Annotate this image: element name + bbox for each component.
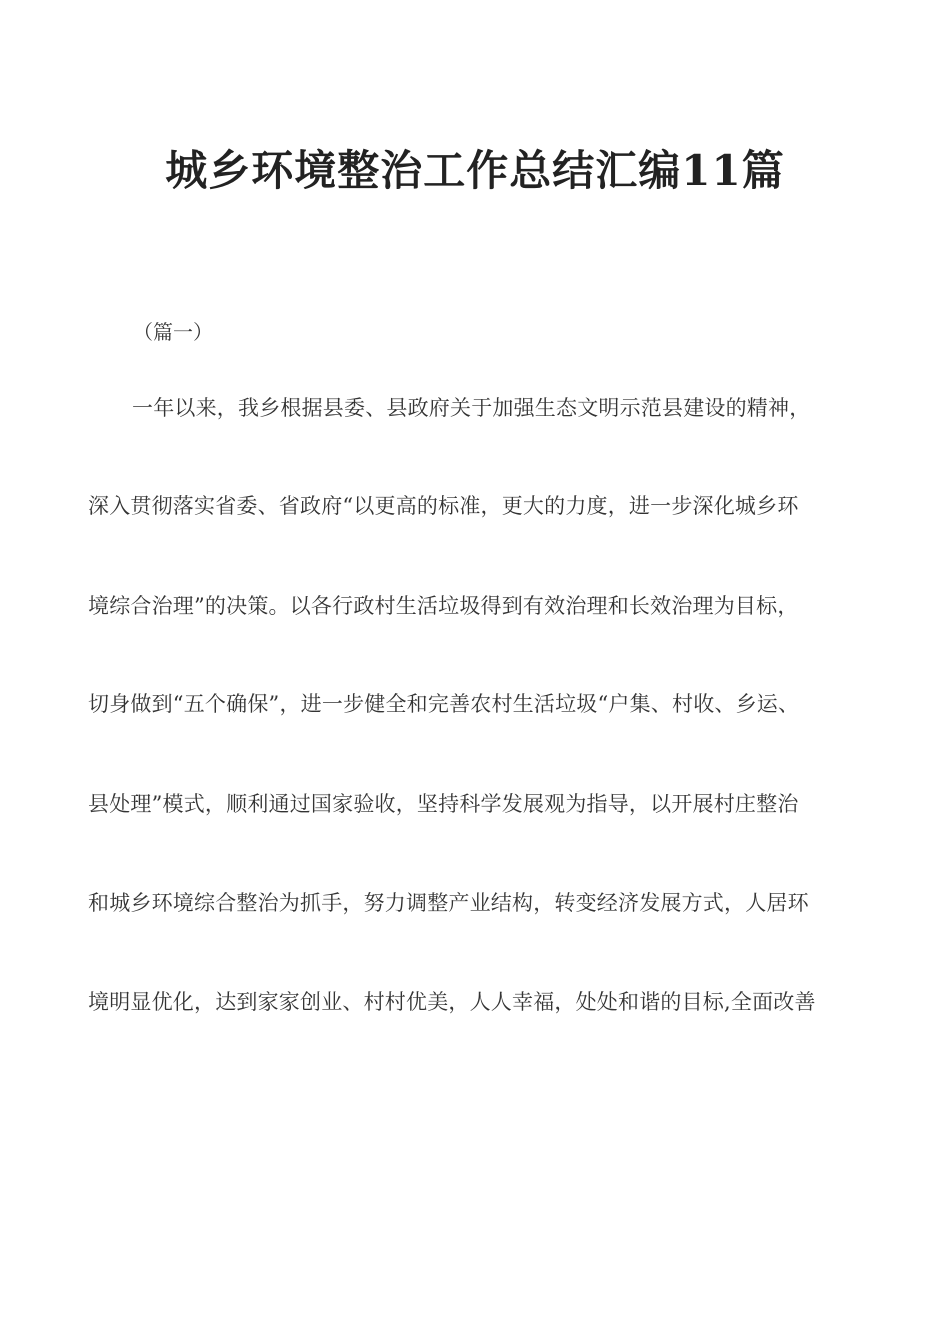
paragraph-line-4: 切身做到“五个确保”，进一步健全和完善农村生活垃圾“户集、村收、乡运、 — [88, 692, 800, 716]
paragraph-line-6: 和城乡环境综合整治为抓手，努力调整产业结构，转变经济发展方式，人居环 — [88, 891, 809, 915]
document-title: 城乡环境整治工作总结汇编11篇 — [165, 146, 785, 195]
paragraph-line-7: 境明显优化，达到家家创业、村村优美，人人幸福，处处和谐的目标,全面改善 — [88, 990, 816, 1014]
paragraph-line-2: 深入贯彻落实省委、省政府“以更高的标准，更大的力度，进一步深化城乡环 — [88, 494, 799, 518]
paragraph-line-5: 县处理”模式，顺利通过国家验收，坚持科学发展观为指导，以开展村庄整治 — [88, 792, 799, 816]
paragraph-line-1: 一年以来，我乡根据县委、县政府关于加强生态文明示范县建设的精神， — [132, 396, 811, 420]
paragraph-line-3: 境综合治理”的决策。以各行政村生活垃圾得到有效治理和长效治理为目标， — [88, 594, 799, 618]
section-label: （篇一） — [133, 320, 213, 344]
